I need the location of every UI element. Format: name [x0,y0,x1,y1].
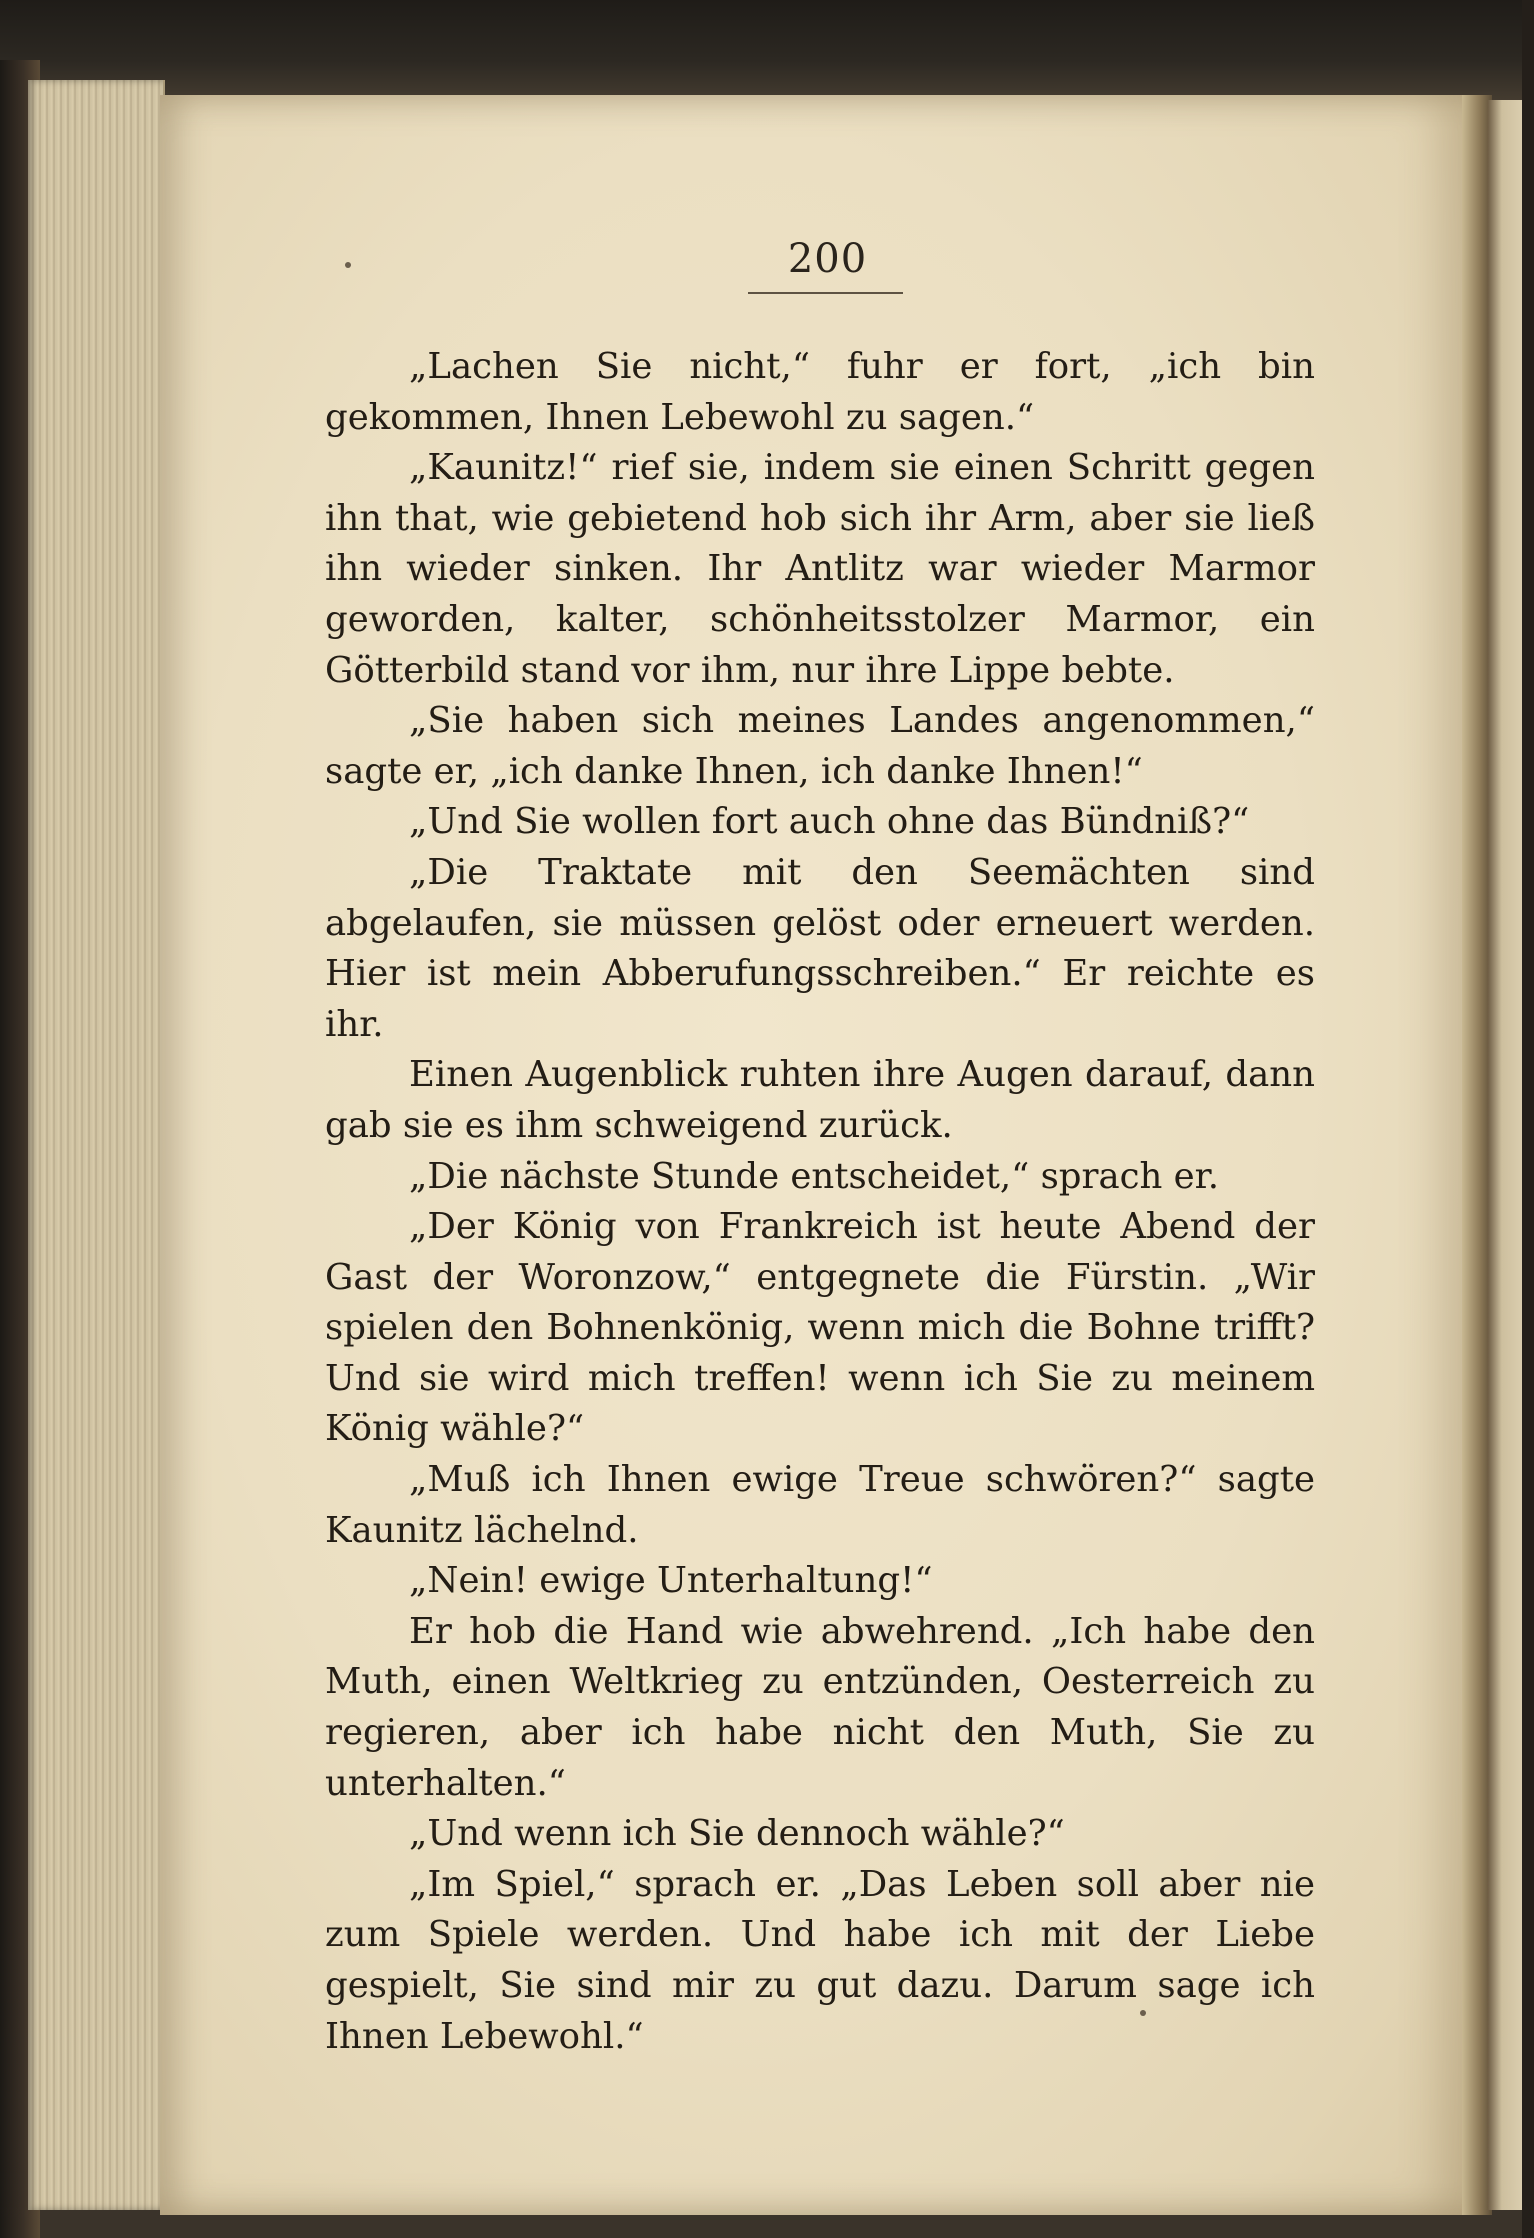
paragraph: „Die nächste Stunde entscheidet,“ sprach er. [409,1155,1220,1197]
paragraph: „Der König von Frankreich ist heute Abend der Gast der Woronzow,“ entgegnete die Fürstin. „Wir spielen den Bohnenkönig, wenn mich die Bohne trifft? Und sie wird mich treffen! wenn ich Sie zu meinem König wähle?“ [325,1206,1315,1450]
paragraph: „Die Traktate mit den Seemächten sind abgelaufen, sie müssen gelöst oder erneuert werden. Hier ist mein Abberufungsschreiben.“ Er reichte es ihr. [325,851,1315,1045]
binding-top-edge [0,0,1534,110]
paragraph: „Und wenn ich Sie dennoch wähle?“ [409,1813,1065,1855]
paragraph: Einen Augenblick ruhten ihre Augen darauf, dann gab sie es ihm schweigend zurück. [325,1054,1315,1146]
paragraph: „Im Spiel,“ sprach er. „Das Leben soll aber nie zum Spiele werden. Und habe ich mit der Liebe gespielt, Sie sind mir zu gut dazu. Darum sage ich Ihnen Lebewohl.“ [325,1863,1315,2057]
paragraph: „Muß ich Ihnen ewige Treue schwören?“ sagte Kaunitz lächelnd. [325,1459,1315,1551]
body-text [325,342,1315,2062]
page-number-rule [748,292,903,294]
book-cover-right [1522,0,1534,2238]
paragraph: „Lachen Sie nicht,“ fuhr er fort, „ich bin gekommen, Ihnen Lebewohl zu sagen.“ [325,346,1315,438]
paragraph: „Sie haben sich meines Landes angenommen,“ sagte er, „ich danke Ihnen, ich danke Ihnen!“ [325,700,1315,792]
page-number: 200 [787,236,868,282]
page-stack-edge [28,80,165,2210]
paragraph: „Und Sie wollen fort auch ohne das Bündniß?“ [409,801,1250,843]
paragraph: Er hob die Hand wie abwehrend. „Ich habe den Muth, einen Weltkrieg zu entzünden, Oesterreich zu regieren, aber ich habe nicht den Muth, Sie zu unterhalten.“ [325,1610,1315,1804]
paragraph: „Nein! ewige Unterhaltung!“ [409,1560,933,1602]
margin-speck [345,262,351,268]
paragraph: „Kaunitz!“ rief sie, indem sie einen Schritt gegen ihn that, wie gebietend hob sich ihr Arm, aber sie ließ ihn wieder sinken. Ihr Antlitz war wieder Marmor geworden, kalter, schönheitsstolzer Marmor, ein Götterbild stand vor ihm, nur ihre Lippe bebte. [325,447,1315,691]
